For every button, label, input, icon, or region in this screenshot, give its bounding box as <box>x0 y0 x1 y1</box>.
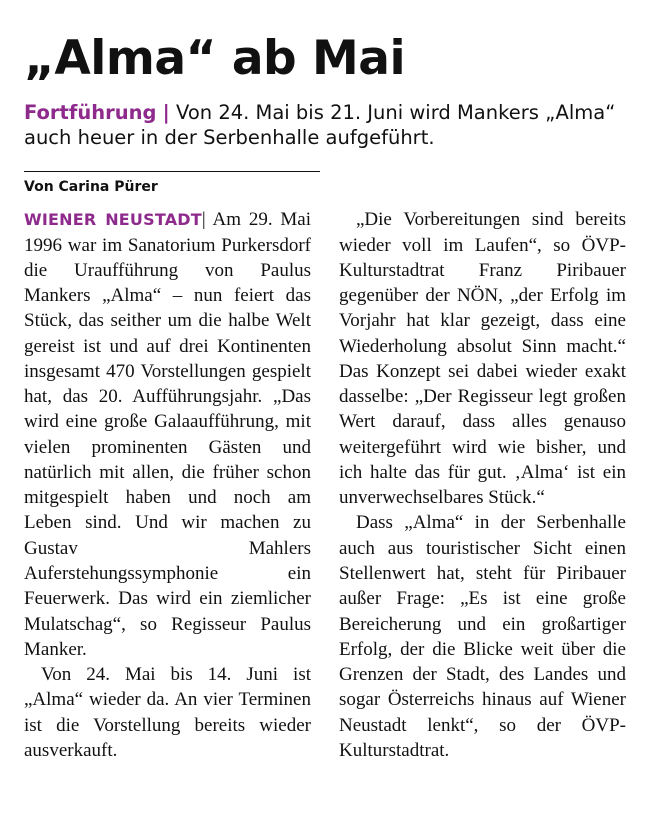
paragraph-3: „Die Vorbereitungen sind bereits wieder voll im Laufen“, so ÖVP-Kulturstadtrat Franz Piribauer gegenüber der NÖN, „der Erfolg im Vorjahr hat klar gezeigt, dass eine Wiederholung absolut Sinn macht.“ Das Konzept sei dabei wieder exakt dasselbe: „Der Regisseur legt großen Wert darauf, dass alles genauso weitergeführt wird wie bisher, und ich halte das für gut. ‚Alma‘ ist ein unverwechselbares Stück.“ <box>339 209 626 509</box>
article-body <box>24 207 626 807</box>
article-byline: Von Carina Pürer <box>24 179 158 196</box>
article-subhead <box>24 101 626 151</box>
article-columns <box>24 207 626 807</box>
paragraph-2: Von 24. Mai bis 14. Juni ist „Alma“ wieder da. An vier Terminen ist die Vorstellung bereits wieder ausverkauft. <box>24 664 311 761</box>
subhead-text: Von 24. Mai bis 21. Juni wird Mankers „Alma“ auch heuer in der Serbenhalle aufgeführt. <box>24 101 616 150</box>
dateline: WIENER NEUSTADT <box>24 210 202 230</box>
paragraph-1-text: Am 29. Mai 1996 war im Sanatorium Purkersdorf die Uraufführung von Paulus Mankers „Alma“ – nun feiert das Stück, das seither um die halbe Welt gereist ist und auf drei Kontinenten insgesamt 470 Vorstellungen gespielt hat, das 20. Aufführungsjahr. „Das wird eine große Galaaufführung, mit vielen prominenten Gästen und natürlich mit allen, die früher schon mitgespielt haben und noch am Leben sind. Und wir machen zu Gustav Mahlers Auferstehungssymphonie ein Feuerwerk. Das wird ein ziemlicher Mulatschag“, so Regisseur Paulus Manker. <box>24 209 312 660</box>
paragraph-1 <box>24 207 311 662</box>
byline-divider <box>24 171 320 172</box>
paragraph-4: Dass „Alma“ in der Serbenhalle auch aus touristischer Sicht einen Stellenwert hat, steht für Piribauer außer Frage: „Es ist eine große Bereicherung und ein großartiger Erfolg, der die Blicke weit über die Grenzen der Stadt, des Landes und sogar Österreichs hinaus auf Wiener Neustadt lenkt“, so der ÖVP-Kulturstadtrat. <box>339 512 626 761</box>
page-title: „Alma“ ab Mai <box>24 31 406 86</box>
article-kicker: Fortführung <box>24 101 157 125</box>
kicker-separator: | <box>162 101 170 125</box>
dateline-separator: | <box>201 209 206 231</box>
